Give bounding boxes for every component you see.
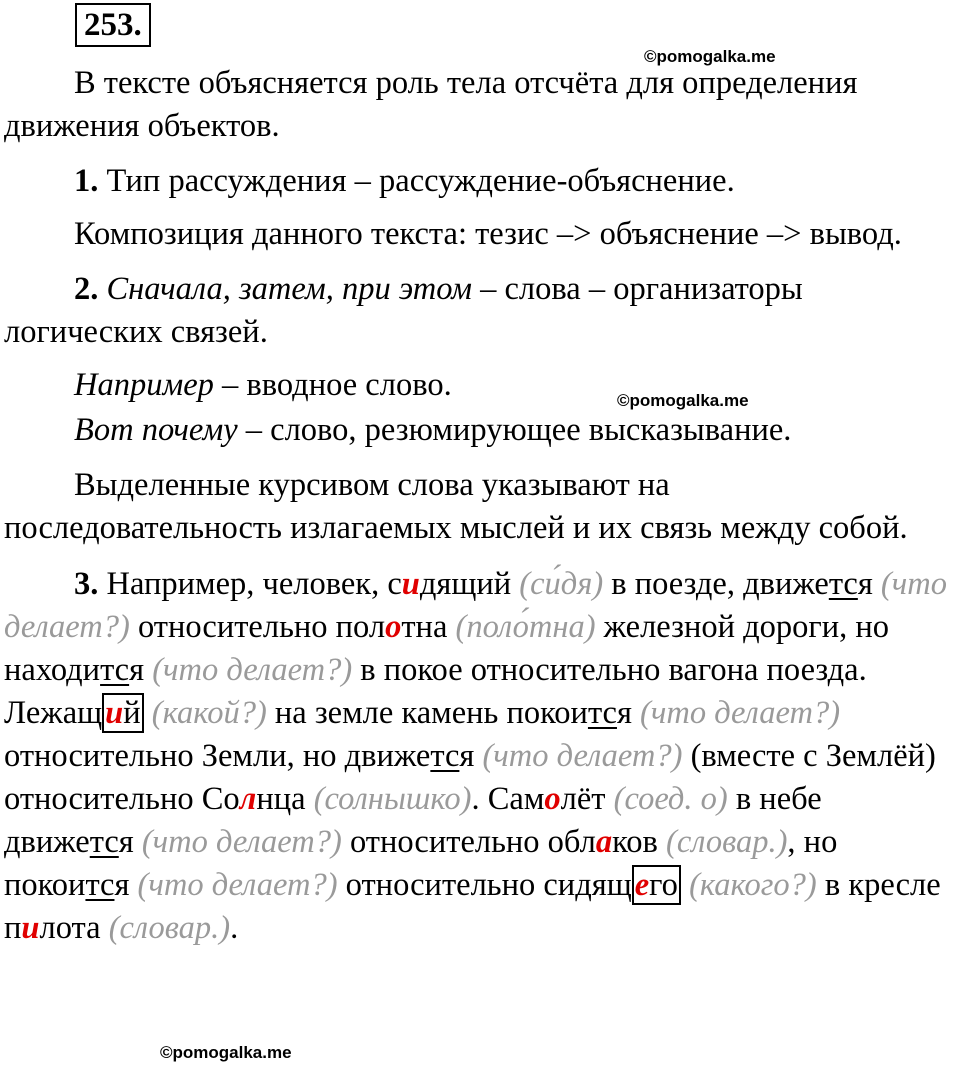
text-segment: . Сам bbox=[471, 781, 545, 817]
highlighted-letter: л bbox=[239, 781, 257, 817]
text-segment: го bbox=[649, 867, 678, 903]
text-segment: , но покои bbox=[4, 824, 838, 903]
text-segment: я bbox=[129, 652, 153, 688]
paragraph-1 bbox=[4, 160, 954, 203]
hint-annotation: (что делает?) bbox=[482, 738, 683, 774]
text-segment bbox=[681, 867, 689, 903]
italic-words: Сначала, затем, при этом bbox=[106, 271, 472, 307]
paragraph-example bbox=[4, 364, 954, 407]
text-segment: тна bbox=[401, 609, 456, 645]
text-segment: относительно обл bbox=[341, 824, 596, 860]
text-segment: Например, человек, с bbox=[106, 566, 402, 602]
underlined-letters: тс bbox=[100, 652, 130, 688]
text-segment: я bbox=[459, 738, 483, 774]
underlined-letters: тс bbox=[430, 738, 460, 774]
paragraph-text: – слова – организаторы логических связей. bbox=[4, 271, 803, 350]
item-number: 2. bbox=[74, 271, 99, 307]
paragraph-text: – вводное слово. bbox=[222, 367, 452, 403]
text-segment: нца bbox=[256, 781, 314, 817]
text-segment: (вместе с Землёй) относительно Со bbox=[4, 738, 936, 817]
text-segment: относительно Земли, но движе bbox=[4, 738, 431, 774]
paragraph-intro: В тексте объясняется роль тела отсчёта для определения движения объектов. bbox=[4, 65, 858, 144]
hint-annotation: (какого?) bbox=[689, 867, 817, 903]
highlighted-letter: о bbox=[544, 781, 561, 817]
paragraph-text: – слово, резюмирующее высказывание. bbox=[245, 412, 792, 448]
paragraph-text: Тип рассуждения – рассуждение-объяснение. bbox=[106, 163, 735, 199]
text-segment: дящий bbox=[419, 566, 520, 602]
text-segment: в небе движе bbox=[4, 781, 822, 860]
highlighted-letter: о bbox=[385, 609, 402, 645]
watermark: ©pomogalka.me bbox=[644, 47, 776, 66]
watermark: ©pomogalka.me bbox=[617, 391, 749, 410]
boxed-ending bbox=[102, 693, 143, 733]
solution-text bbox=[4, 0, 954, 950]
text-segment: й bbox=[123, 695, 141, 731]
underlined-letters: тс bbox=[587, 695, 617, 731]
text-segment: . bbox=[230, 910, 239, 946]
text-segment: я bbox=[118, 824, 142, 860]
task-number: 253. bbox=[75, 3, 151, 47]
item-number: 1. bbox=[74, 163, 99, 199]
text-segment: относительно сидящ bbox=[337, 867, 632, 903]
paragraph-2 bbox=[4, 268, 954, 354]
hint-annotation: (какой?) bbox=[151, 695, 267, 731]
text-segment: относительно пол bbox=[129, 609, 386, 645]
text-segment bbox=[144, 695, 152, 731]
text-segment: лёт bbox=[560, 781, 614, 817]
hint-annotation: (словар.) bbox=[666, 824, 788, 860]
underlined-letters: тс bbox=[828, 566, 858, 602]
paragraph-3 bbox=[4, 563, 954, 950]
paragraph-conclusion: Выделенные курсивом слова указывают на последовательность излагаемых мыслей и их связь между собой. bbox=[4, 467, 908, 546]
text-segment: я bbox=[857, 566, 881, 602]
italic-words: Например bbox=[74, 367, 214, 403]
hint-annotation: (что делает?) bbox=[141, 824, 342, 860]
text-segment: на земле камень покои bbox=[266, 695, 588, 731]
highlighted-letter: е bbox=[634, 867, 650, 903]
text-segment: в покое относительно вагона поезда. Лежащ bbox=[4, 652, 867, 731]
highlighted-letter: и bbox=[105, 695, 124, 731]
hint-annotation: (что делает?) bbox=[137, 867, 338, 903]
highlighted-letter: и bbox=[21, 910, 40, 946]
italic-words: Вот почему bbox=[74, 412, 238, 448]
hint-annotation: (что делает?) bbox=[4, 566, 947, 645]
underlined-letters: тс bbox=[89, 824, 119, 860]
text-segment: лота bbox=[39, 910, 109, 946]
watermark: ©pomogalka.me bbox=[160, 1043, 292, 1062]
boxed-ending bbox=[632, 865, 681, 905]
text-segment: железной дороги, но находи bbox=[4, 609, 890, 688]
item-number: 3. bbox=[74, 566, 99, 602]
hint-annotation: (поло́тна) bbox=[455, 609, 596, 645]
text-segment: я bbox=[616, 695, 641, 731]
text-segment: в поезде, движе bbox=[603, 566, 829, 602]
hint-annotation: (солнышко) bbox=[313, 781, 472, 817]
hint-annotation: (что делает?) bbox=[152, 652, 353, 688]
text-segment: я bbox=[114, 867, 138, 903]
hint-annotation: (соед. о) bbox=[613, 781, 728, 817]
paragraph-summary-word bbox=[4, 409, 954, 452]
hint-annotation: (си́дя) bbox=[519, 566, 604, 602]
paragraph-composition: Композиция данного текста: тезис –> объяснение –> вывод. bbox=[74, 216, 902, 252]
underlined-letters: тс bbox=[85, 867, 115, 903]
highlighted-letter: и bbox=[401, 566, 420, 602]
hint-annotation: (что делает?) bbox=[640, 695, 841, 731]
highlighted-letter: а bbox=[595, 824, 613, 860]
hint-annotation: (словар.) bbox=[108, 910, 231, 946]
text-segment: ков bbox=[612, 824, 667, 860]
text-segment: в кресле п bbox=[4, 867, 941, 946]
